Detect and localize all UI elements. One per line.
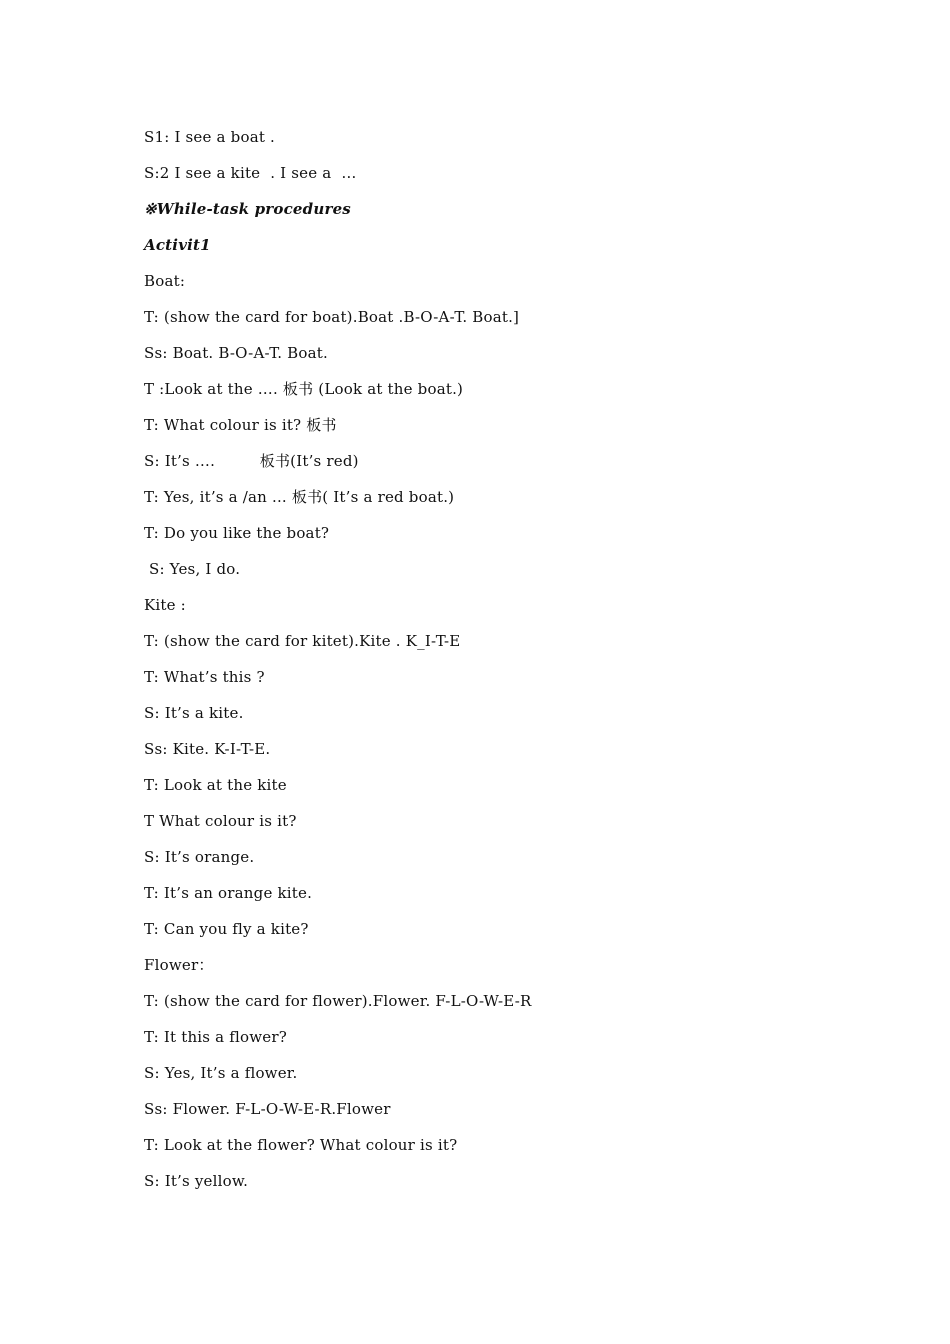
- dialogue-line: T: (show the card for flower).Flower. F-L-O-W-E-R: [144, 992, 532, 1010]
- topic-label: Flower：: [144, 956, 214, 974]
- dialogue-line: S: Yes, It’s a flower.: [144, 1064, 298, 1082]
- dialogue-line: T: What’s this ?: [144, 668, 265, 686]
- document-body: [144, 127, 844, 1207]
- dialogue-line: S:2 I see a kite . I see a …: [144, 164, 357, 182]
- dialogue-line: T: It this a flower?: [144, 1028, 287, 1046]
- dialogue-line: S1: I see a boat .: [144, 128, 276, 146]
- dialogue-line: S: It’s …. 板书(It’s red): [144, 452, 359, 470]
- dialogue-line: T: It’s an orange kite.: [144, 884, 313, 902]
- dialogue-line: T: (show the card for boat).Boat .B-O-A-T. Boat.]: [144, 308, 520, 326]
- dialogue-line: Ss: Kite. K-I-T-E.: [144, 740, 271, 758]
- dialogue-line: T: (show the card for kitet).Kite . K_I-T-E: [144, 632, 461, 650]
- dialogue-line: T: Look at the kite: [144, 776, 287, 794]
- dialogue-line: S: It’s yellow.: [144, 1172, 249, 1190]
- activity-heading: Activit1: [144, 236, 211, 254]
- dialogue-line: T: Can you fly a kite?: [144, 920, 309, 938]
- topic-label: Boat:: [144, 272, 186, 290]
- topic-label: Kite :: [144, 596, 186, 614]
- dialogue-line: T: Do you like the boat?: [144, 524, 330, 542]
- dialogue-line: S: It’s orange.: [144, 848, 255, 866]
- section-heading: ※While-task procedures: [144, 200, 351, 218]
- dialogue-line: T :Look at the …. 板书 (Look at the boat.): [144, 380, 464, 398]
- dialogue-line: S: Yes, I do.: [144, 560, 241, 578]
- dialogue-line: T: What colour is it? 板书: [144, 416, 337, 434]
- dialogue-line: Ss: Boat. B-O-A-T. Boat.: [144, 344, 328, 362]
- dialogue-line: T: Look at the flower? What colour is it?: [144, 1136, 458, 1154]
- dialogue-line: Ss: Flower. F-L-O-W-E-R.Flower: [144, 1100, 391, 1118]
- dialogue-line: T What colour is it?: [144, 812, 297, 830]
- dialogue-line: T: Yes, it’s a /an ... 板书( It’s a red boat.): [144, 488, 455, 506]
- dialogue-line: S: It’s a kite.: [144, 704, 244, 722]
